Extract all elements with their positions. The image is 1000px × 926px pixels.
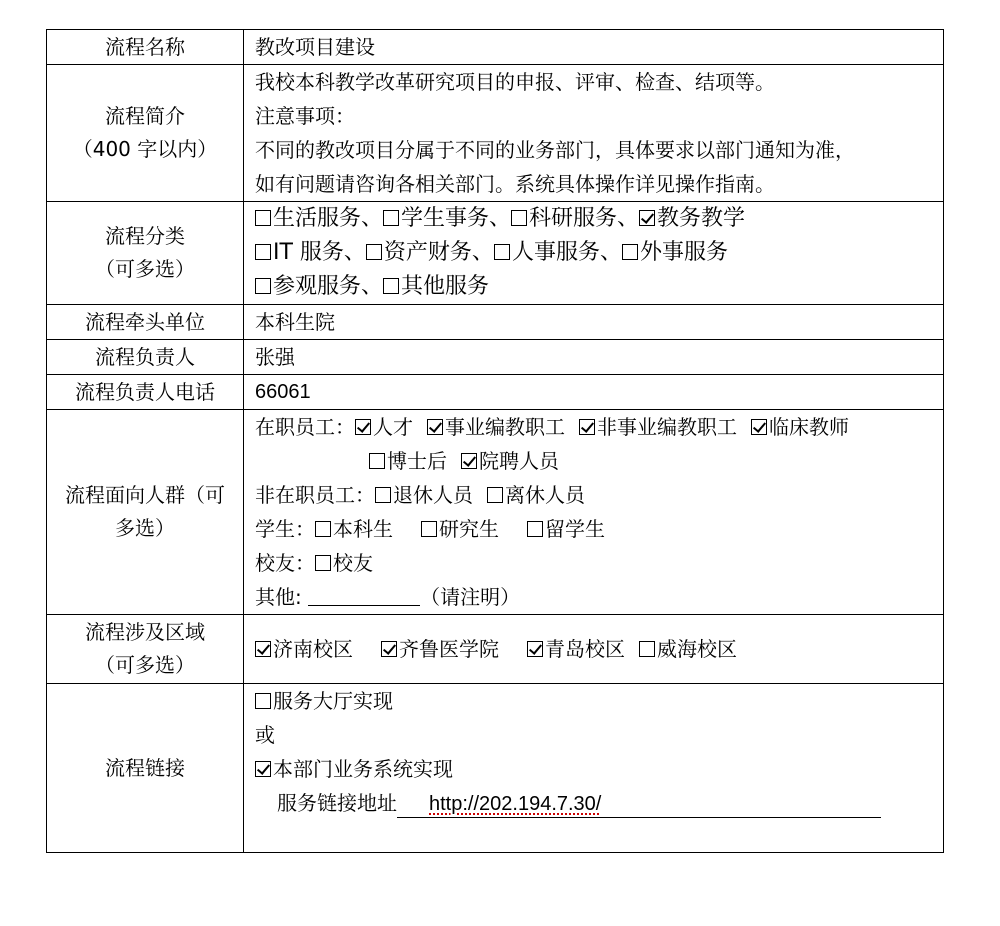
audience-student-line bbox=[255, 512, 939, 546]
category-option-label: 外事服务 bbox=[639, 240, 728, 265]
audience-option[interactable] bbox=[421, 512, 499, 546]
checkbox-icon[interactable] bbox=[255, 641, 271, 657]
audience-option[interactable] bbox=[487, 478, 585, 512]
category-option[interactable] bbox=[511, 202, 639, 236]
intro-line: 注意事项： bbox=[255, 104, 355, 128]
value-process-intro bbox=[244, 65, 944, 202]
label-audience-line2: 多选） bbox=[115, 516, 175, 540]
audience-option[interactable] bbox=[369, 444, 447, 478]
row-process-link bbox=[47, 684, 944, 853]
label-process-name: 流程名称 bbox=[47, 30, 244, 65]
row-process-intro bbox=[47, 65, 944, 202]
checkbox-icon[interactable] bbox=[487, 487, 503, 503]
audience-alumni-line bbox=[255, 546, 939, 580]
category-option[interactable] bbox=[366, 236, 494, 270]
link-address-field[interactable] bbox=[397, 790, 881, 818]
audience-option-label: 临床教师 bbox=[769, 415, 849, 439]
checkbox-icon[interactable] bbox=[381, 641, 397, 657]
audience-option-label: 非事业编教职工 bbox=[597, 415, 737, 439]
label-intro-line1: 流程简介 bbox=[105, 104, 185, 128]
region-option[interactable] bbox=[381, 632, 499, 666]
value-process-link bbox=[244, 684, 944, 853]
checkbox-icon[interactable] bbox=[315, 521, 331, 537]
audience-other-line bbox=[255, 580, 939, 614]
region-option-label: 威海校区 bbox=[657, 637, 737, 661]
category-option[interactable] bbox=[383, 270, 489, 304]
label-region bbox=[47, 615, 244, 684]
label-process-intro bbox=[47, 65, 244, 202]
link-option-hall[interactable] bbox=[255, 684, 939, 718]
other-note: （请注明） bbox=[420, 585, 521, 609]
category-line-3 bbox=[255, 270, 939, 304]
region-option[interactable] bbox=[639, 632, 737, 666]
category-option-label: 学生事务、 bbox=[401, 206, 512, 231]
link-option-label: 本部门业务系统实现 bbox=[273, 757, 453, 781]
intro-line: 我校本科教学改革研究项目的申报、评审、检查、结项等。 bbox=[255, 70, 775, 94]
category-option-label: 教务教学 bbox=[657, 206, 746, 231]
category-option-label: 参观服务、 bbox=[273, 274, 384, 299]
checkbox-icon[interactable] bbox=[315, 555, 331, 571]
region-option[interactable] bbox=[255, 632, 353, 666]
checkbox-icon[interactable] bbox=[622, 244, 638, 260]
audience-option-label: 院聘人员 bbox=[479, 449, 559, 473]
region-option-label: 青岛校区 bbox=[545, 637, 625, 661]
link-or-text: 或 bbox=[255, 723, 275, 747]
checkbox-icon[interactable] bbox=[421, 521, 437, 537]
label-process-category bbox=[47, 202, 244, 305]
category-line-2 bbox=[255, 236, 939, 270]
value-process-name: 教改项目建设 bbox=[244, 30, 944, 65]
audience-option-label: 本科生 bbox=[333, 517, 393, 541]
checkbox-icon[interactable] bbox=[255, 244, 271, 260]
audience-option-label: 留学生 bbox=[545, 517, 605, 541]
audience-option[interactable] bbox=[527, 512, 605, 546]
audience-option-label: 校友 bbox=[333, 551, 373, 575]
region-option[interactable] bbox=[527, 632, 625, 666]
checkbox-icon[interactable] bbox=[527, 641, 543, 657]
checkbox-icon[interactable] bbox=[375, 487, 391, 503]
label-intro-line2: （400 字以内） bbox=[72, 137, 218, 161]
label-region-line2: （可多选） bbox=[95, 653, 195, 677]
checkbox-icon[interactable] bbox=[579, 419, 595, 435]
label-audience bbox=[47, 410, 244, 615]
audience-staff-line-1 bbox=[255, 410, 939, 444]
service-url-link[interactable]: http://202.194.7.30/ bbox=[429, 793, 602, 815]
audience-option-label: 事业编教职工 bbox=[445, 415, 565, 439]
alumni-label: 校友： bbox=[255, 551, 315, 575]
intro-line: 不同的教改项目分属于不同的业务部门，具体要求以部门通知为准， bbox=[255, 138, 855, 162]
region-option-label: 济南校区 bbox=[273, 637, 353, 661]
other-input[interactable] bbox=[308, 585, 420, 606]
audience-option[interactable] bbox=[315, 546, 373, 580]
category-option[interactable] bbox=[639, 202, 745, 236]
label-audience-line1: 流程面向人群（可 bbox=[65, 483, 225, 507]
checkbox-icon[interactable] bbox=[255, 761, 271, 777]
category-option-label: 科研服务、 bbox=[529, 206, 640, 231]
category-option[interactable] bbox=[255, 202, 383, 236]
link-option-label: 服务大厅实现 bbox=[273, 689, 393, 713]
category-option-label: IT 服务、 bbox=[273, 240, 366, 265]
category-option[interactable] bbox=[494, 236, 622, 270]
audience-nonstaff-line bbox=[255, 478, 939, 512]
checkbox-icon[interactable] bbox=[639, 210, 655, 226]
student-label: 学生： bbox=[255, 517, 315, 541]
checkbox-icon[interactable] bbox=[369, 453, 385, 469]
category-option-label: 其他服务 bbox=[401, 274, 490, 299]
nonstaff-label: 非在职员工： bbox=[255, 483, 375, 507]
category-option[interactable] bbox=[255, 270, 383, 304]
process-form-table bbox=[46, 29, 944, 853]
checkbox-icon[interactable] bbox=[427, 419, 443, 435]
checkbox-icon[interactable] bbox=[383, 278, 399, 294]
row-region bbox=[47, 615, 944, 684]
audience-option-label: 研究生 bbox=[439, 517, 499, 541]
checkbox-icon[interactable] bbox=[383, 210, 399, 226]
row-audience bbox=[47, 410, 944, 615]
audience-option-label: 人才 bbox=[373, 415, 413, 439]
checkbox-icon[interactable] bbox=[639, 641, 655, 657]
label-process-link: 流程链接 bbox=[47, 684, 244, 853]
category-option-label: 资产财务、 bbox=[383, 240, 494, 265]
checkbox-icon[interactable] bbox=[366, 244, 382, 260]
label-region-line1: 流程涉及区域 bbox=[85, 620, 205, 644]
link-address-label: 服务链接地址 bbox=[277, 791, 397, 815]
category-option[interactable] bbox=[383, 202, 511, 236]
label-owner-phone: 流程负责人电话 bbox=[47, 375, 244, 410]
value-region bbox=[244, 615, 944, 684]
intro-line: 如有问题请咨询各相关部门。系统具体操作详见操作指南。 bbox=[255, 172, 775, 196]
region-option-label: 齐鲁医学院 bbox=[399, 637, 499, 661]
audience-option[interactable] bbox=[751, 410, 849, 444]
row-owner bbox=[47, 340, 944, 375]
label-category-line2: （可多选） bbox=[95, 257, 195, 281]
audience-option[interactable] bbox=[461, 444, 559, 478]
checkbox-icon[interactable] bbox=[527, 521, 543, 537]
category-option-label: 生活服务、 bbox=[273, 206, 384, 231]
checkbox-icon[interactable] bbox=[355, 419, 371, 435]
value-process-category bbox=[244, 202, 944, 305]
row-owner-phone bbox=[47, 375, 944, 410]
audience-option[interactable] bbox=[355, 410, 413, 444]
value-lead-unit: 本科生院 bbox=[244, 305, 944, 340]
label-lead-unit: 流程牵头单位 bbox=[47, 305, 244, 340]
checkbox-icon[interactable] bbox=[494, 244, 510, 260]
audience-option[interactable] bbox=[579, 410, 737, 444]
link-address-line bbox=[255, 786, 939, 820]
row-process-category bbox=[47, 202, 944, 305]
region-options bbox=[255, 632, 939, 666]
audience-option-label: 退休人员 bbox=[393, 483, 473, 507]
other-label: 其他: bbox=[255, 585, 302, 609]
category-option-label: 人事服务、 bbox=[511, 240, 622, 265]
category-line-1 bbox=[255, 202, 939, 236]
row-process-name bbox=[47, 30, 944, 65]
category-option[interactable] bbox=[622, 236, 728, 270]
value-owner: 张强 bbox=[244, 340, 944, 375]
checkbox-icon[interactable] bbox=[751, 419, 767, 435]
checkbox-icon[interactable] bbox=[255, 278, 271, 294]
row-lead-unit bbox=[47, 305, 944, 340]
label-owner: 流程负责人 bbox=[47, 340, 244, 375]
value-audience bbox=[244, 410, 944, 615]
link-option-system[interactable] bbox=[255, 752, 939, 786]
audience-staff-line-2 bbox=[255, 444, 939, 478]
checkbox-icon[interactable] bbox=[511, 210, 527, 226]
category-option[interactable] bbox=[255, 236, 366, 270]
audience-option-label: 离休人员 bbox=[505, 483, 585, 507]
staff-label: 在职员工： bbox=[255, 415, 355, 439]
audience-option[interactable] bbox=[427, 410, 565, 444]
checkbox-icon[interactable] bbox=[255, 693, 271, 709]
label-category-line1: 流程分类 bbox=[105, 224, 185, 248]
checkbox-icon[interactable] bbox=[461, 453, 477, 469]
audience-option[interactable] bbox=[375, 478, 473, 512]
checkbox-icon[interactable] bbox=[255, 210, 271, 226]
audience-option-label: 博士后 bbox=[387, 449, 447, 473]
value-owner-phone: 66061 bbox=[244, 375, 944, 410]
audience-option[interactable] bbox=[315, 512, 393, 546]
